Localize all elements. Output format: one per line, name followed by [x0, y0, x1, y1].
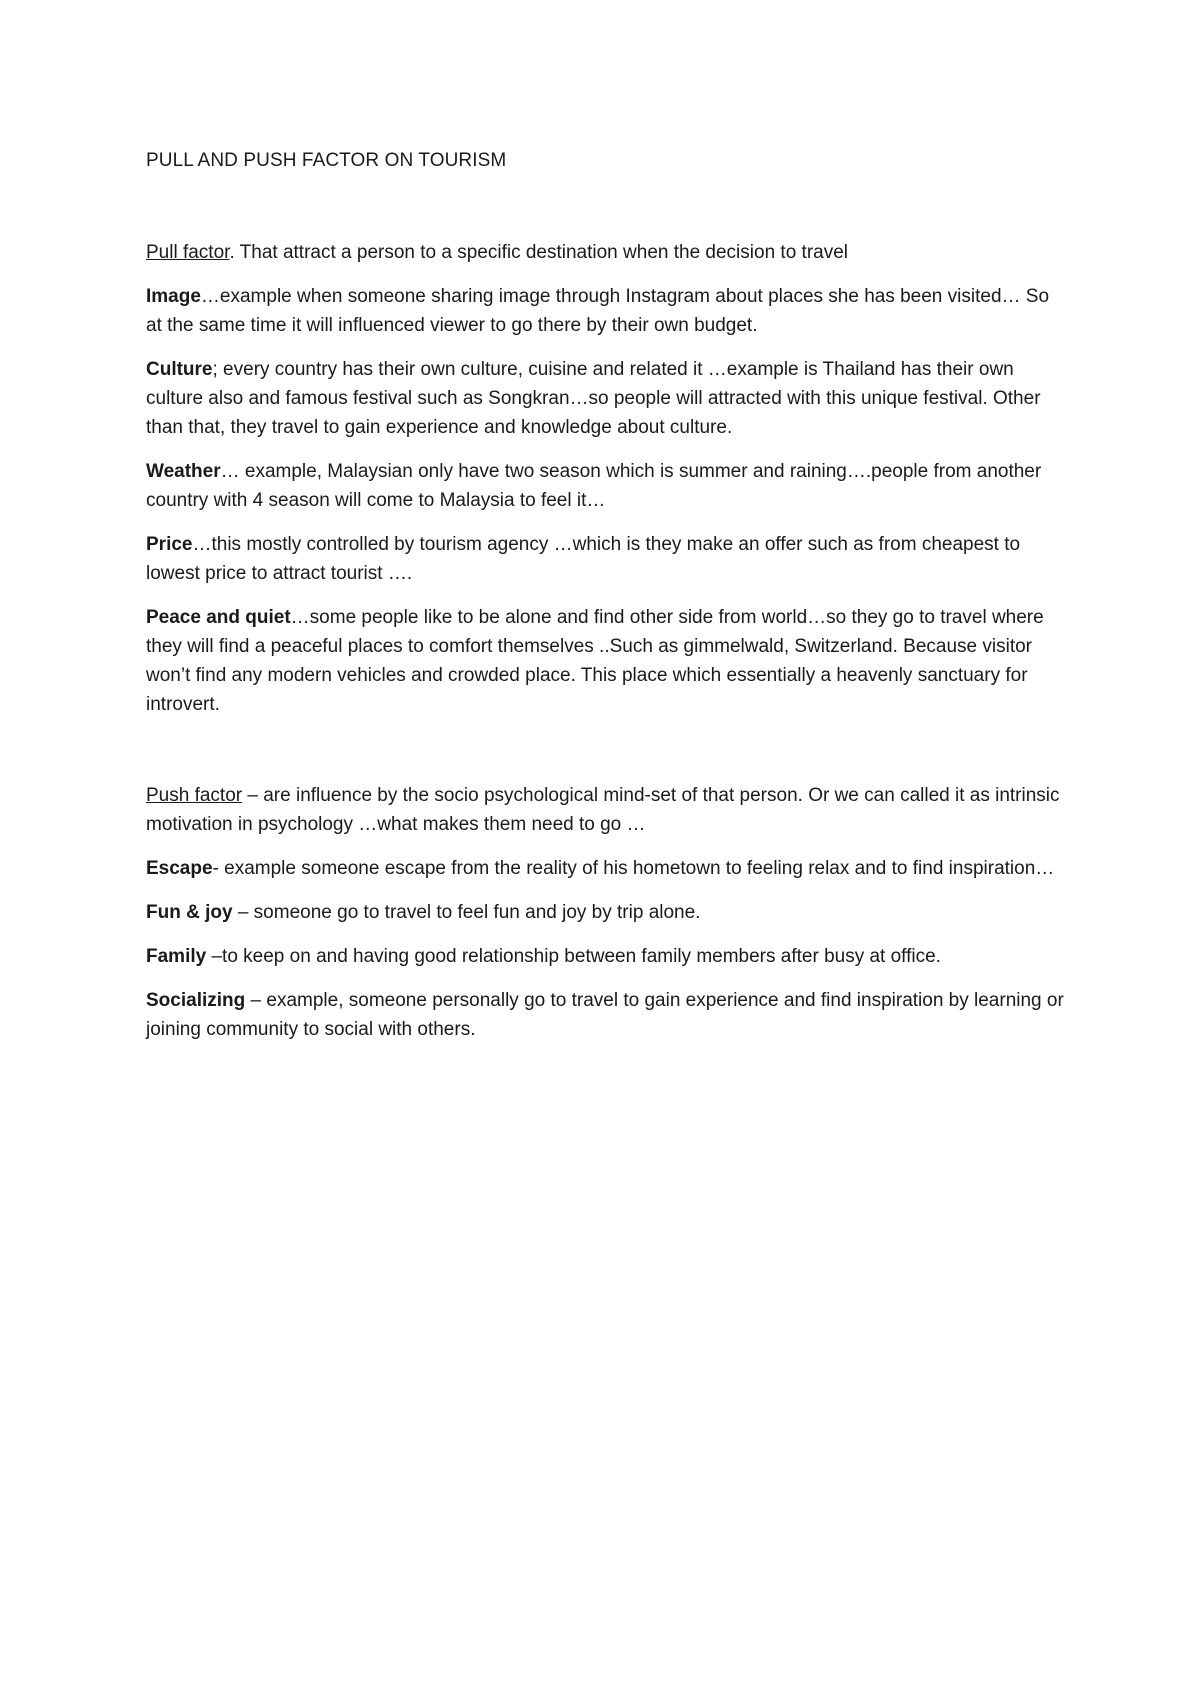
pull-item-text: … example, Malaysian only have two season which is summer and raining….people from another country with 4 season will come to Malaysia to feel it… [146, 461, 1042, 511]
document-page [146, 146, 1066, 1044]
pull-item-text: …this mostly controlled by tourism agency …which is they make an offer such as from cheapest to lowest price to attract tourist …. [146, 534, 1021, 584]
push-factor-intro [146, 781, 1066, 839]
pull-item-text: …example when someone sharing image through Instagram about places she has been visited… So at the same time it will influenced viewer to go there by their own budget. [146, 286, 1050, 336]
pull-item-culture [146, 355, 1066, 442]
push-factor-definition: – are influence by the socio psychological mind-set of that person. Or we can called it as intrinsic motivation in psychology …what makes them need to go … [146, 785, 1060, 835]
pull-factor-definition: . That attract a person to a specific destination when the decision to travel [229, 242, 848, 263]
pull-factor-intro [146, 238, 1066, 267]
pull-item-term: Culture [146, 359, 213, 380]
push-item-term: Escape [146, 858, 213, 879]
push-item-escape [146, 854, 1066, 883]
pull-item-term: Peace and quiet [146, 607, 291, 628]
push-item-term: Socializing [146, 990, 246, 1011]
pull-item-price [146, 530, 1066, 588]
push-item-fun-and-joy [146, 898, 1066, 927]
push-item-text: - example someone escape from the reality of his hometown to feeling relax and to find inspiration… [212, 858, 1055, 879]
pull-factor-label: Pull factor [146, 242, 230, 263]
push-item-socializing [146, 986, 1066, 1044]
push-item-text: – someone go to travel to feel fun and joy by trip alone. [232, 902, 701, 923]
push-item-text: – example, someone personally go to travel to gain experience and find inspiration by learning or joining community to social with others. [146, 990, 1064, 1040]
pull-item-image [146, 282, 1066, 340]
pull-factor-section [146, 238, 1066, 719]
push-item-term: Family [146, 946, 207, 967]
pull-item-term: Image [146, 286, 201, 307]
pull-item-weather [146, 457, 1066, 515]
document-title: PULL AND PUSH FACTOR ON TOURISM [146, 150, 507, 171]
push-item-family [146, 942, 1066, 971]
push-item-term: Fun & joy [146, 902, 233, 923]
push-factor-label: Push factor [146, 785, 243, 806]
pull-item-term: Price [146, 534, 193, 555]
push-factor-section [146, 781, 1066, 1044]
pull-item-text: …some people like to be alone and find other side from world…so they go to travel where they will find a peaceful places to comfort themselves ..Such as gimmelwald, Switzerland. Because visitor won’t find any modern vehicles and crowded place. This place which essentially a heavenly sanctuary for introvert. [146, 607, 1044, 715]
pull-item-term: Weather [146, 461, 221, 482]
pull-item-text: ; every country has their own culture, cuisine and related it …example is Thailand has their own culture also and famous festival such as Songkran…so people will attracted with this unique festival. Other than that, they travel to gain experience and knowledge about culture. [146, 359, 1041, 438]
pull-item-peace-and-quiet [146, 603, 1066, 719]
push-item-text: –to keep on and having good relationship between family members after busy at office. [206, 946, 941, 967]
